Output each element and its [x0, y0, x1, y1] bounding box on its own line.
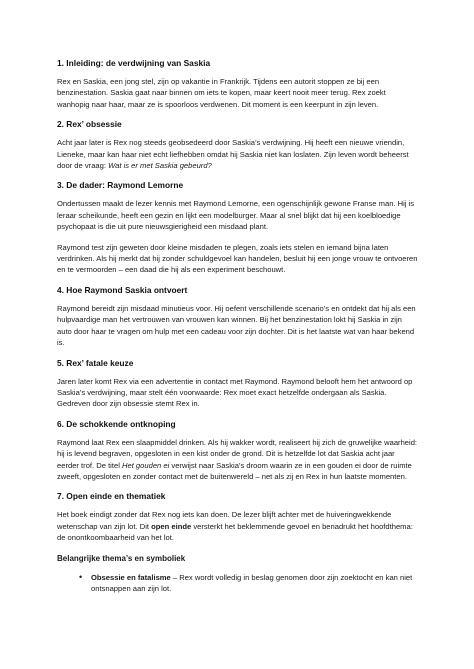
text-run: versterkt het beklemmende gevoel en benadrukt het hoofdthema: de onontkoombaarheid van het lot.: [57, 521, 413, 543]
section-heading: 3. De dader: Raymond Lemorne: [57, 180, 184, 191]
text-run: Jaren later komt Rex via een advertentie in contact met Raymond. Raymond belooft hem het antwoord op Saskia’s verdwijning, maar stelt één voorwaarde: Rex moet exact hetzelfde ondergaan als Saskia. Gedreven door zijn obsessie stemt Rex in.: [57, 376, 413, 409]
themes-heading: Belangrijke thema’s en symboliek: [57, 553, 186, 563]
theme-text: – Rex wordt volledig in beslag genomen door zijn zoektocht en kan niet ontsnappen aan zijn lot.: [91, 572, 413, 593]
section: [57, 119, 418, 171]
paragraph: [57, 303, 418, 349]
section-heading: 2. Rex’ obsessie: [57, 119, 122, 130]
italic-text: Het gouden ei: [122, 460, 170, 470]
section-heading: 7. Open einde en thematiek: [57, 491, 166, 502]
section: [57, 358, 418, 410]
section: [57, 419, 418, 483]
text-run: Rex en Saskia, een jong stel, zijn op vakantie in Frankrijk. Tijdens een autorit stoppen ze bij een benzinestation. Saskia gaat naar binnen om iets te kopen, maar keert nooit meer terug. Rex zoekt wanhopig naar haar, maar ze is spoorloos verdwenen. Dit moment is een keerpunt in zijn leven.: [57, 77, 386, 109]
document-body: [57, 58, 418, 544]
paragraph: [57, 509, 418, 543]
themes-list: [57, 572, 418, 595]
text-run: Raymond bereidt zijn misdaad minutieus voor. Hij oefent verschillende scenario’s en ontdekt dat hij als een hulpvaardige man het vertrouwen van vrouwen kan winnen. Bij het benzinestation lokt hij Saskia in zijn auto door haar te vragen om hulp met een cadeau voor zijn dochter. Dit is het laatste wat van haar bekend is.: [57, 303, 416, 348]
text-run: verwijst naar Saskia’s droom waarin ze in een gouden ei door de ruimte zweeft, opgesloten en zonder contact met de buitenwereld – net als zij en Rex in hun laatste momenten.: [57, 460, 412, 481]
text-run: Raymond laat Rex een slaapmiddel drinken. Als hij wakker wordt, realiseert hij zich de gruwelijke waarheid: hij is levend begraven, opgesloten in een kist onder de grond. Dit is hetzelfde lot dat Saskia acht jaar eerder trof. De titel: [57, 437, 418, 470]
text-run: Raymond test zijn geweten door kleine misdaden te plegen, zoals iets stelen en iemand bijna laten verdrinken. Als hij merkt dat hij zonder schuldgevoel kan handelen, besluit hij een jonge vrouw te ontvoeren en te vermoorden – een daad die hij als een experiment beschouwt.: [57, 242, 418, 275]
paragraph: [57, 137, 418, 171]
bullet-icon: •: [79, 571, 83, 582]
section: [57, 491, 418, 543]
text-run: Acht jaar later is Rex nog steeds geobsedeerd door Saskia’s verdwijning. Hij heeft een nieuwe vriendin, Lieneke, maar kan haar niet echt liefhebben omdat hij Saskia niet kan loslaten. Zijn leven wordt beheerst door de vraag:: [57, 138, 409, 171]
section-heading: 6. De schokkende ontknoping: [57, 418, 176, 429]
paragraph: [57, 242, 418, 276]
section-heading: 5. Rex’ fatale keuze: [57, 357, 134, 368]
theme-item: [79, 572, 418, 595]
section: [57, 180, 418, 275]
section: [57, 285, 418, 349]
paragraph: [57, 376, 418, 410]
text-run: Het boek eindigt zonder dat Rex nog iets kan doen. De lezer blijft achter met de huiveringwekkende wetenschap van zijn lot. Dit: [57, 510, 392, 531]
bold-text: open einde: [151, 521, 192, 531]
section: [57, 58, 418, 110]
paragraph: [57, 198, 418, 232]
paragraph: [57, 437, 418, 483]
text-run: Ondertussen maakt de lezer kennis met Raymond Lemorne, een ogenschijnlijk gewone Franse man. Hij is leraar scheikunde, heeft een gezin en lijkt een modelburger. Maar al snel blijkt dat hij een koelbloedige psychopaat is die uit pure nieuwsgierigheid een misdaad plant.: [57, 199, 415, 232]
theme-term: Obsessie en fatalisme: [91, 572, 171, 582]
section-heading: 1. Inleiding: de verdwijning van Saskia: [57, 58, 211, 68]
paragraph: [57, 76, 418, 110]
italic-text: Wat is er met Saskia gebeurd?: [108, 161, 212, 171]
section-heading: 4. Hoe Raymond Saskia ontvoert: [57, 284, 188, 295]
